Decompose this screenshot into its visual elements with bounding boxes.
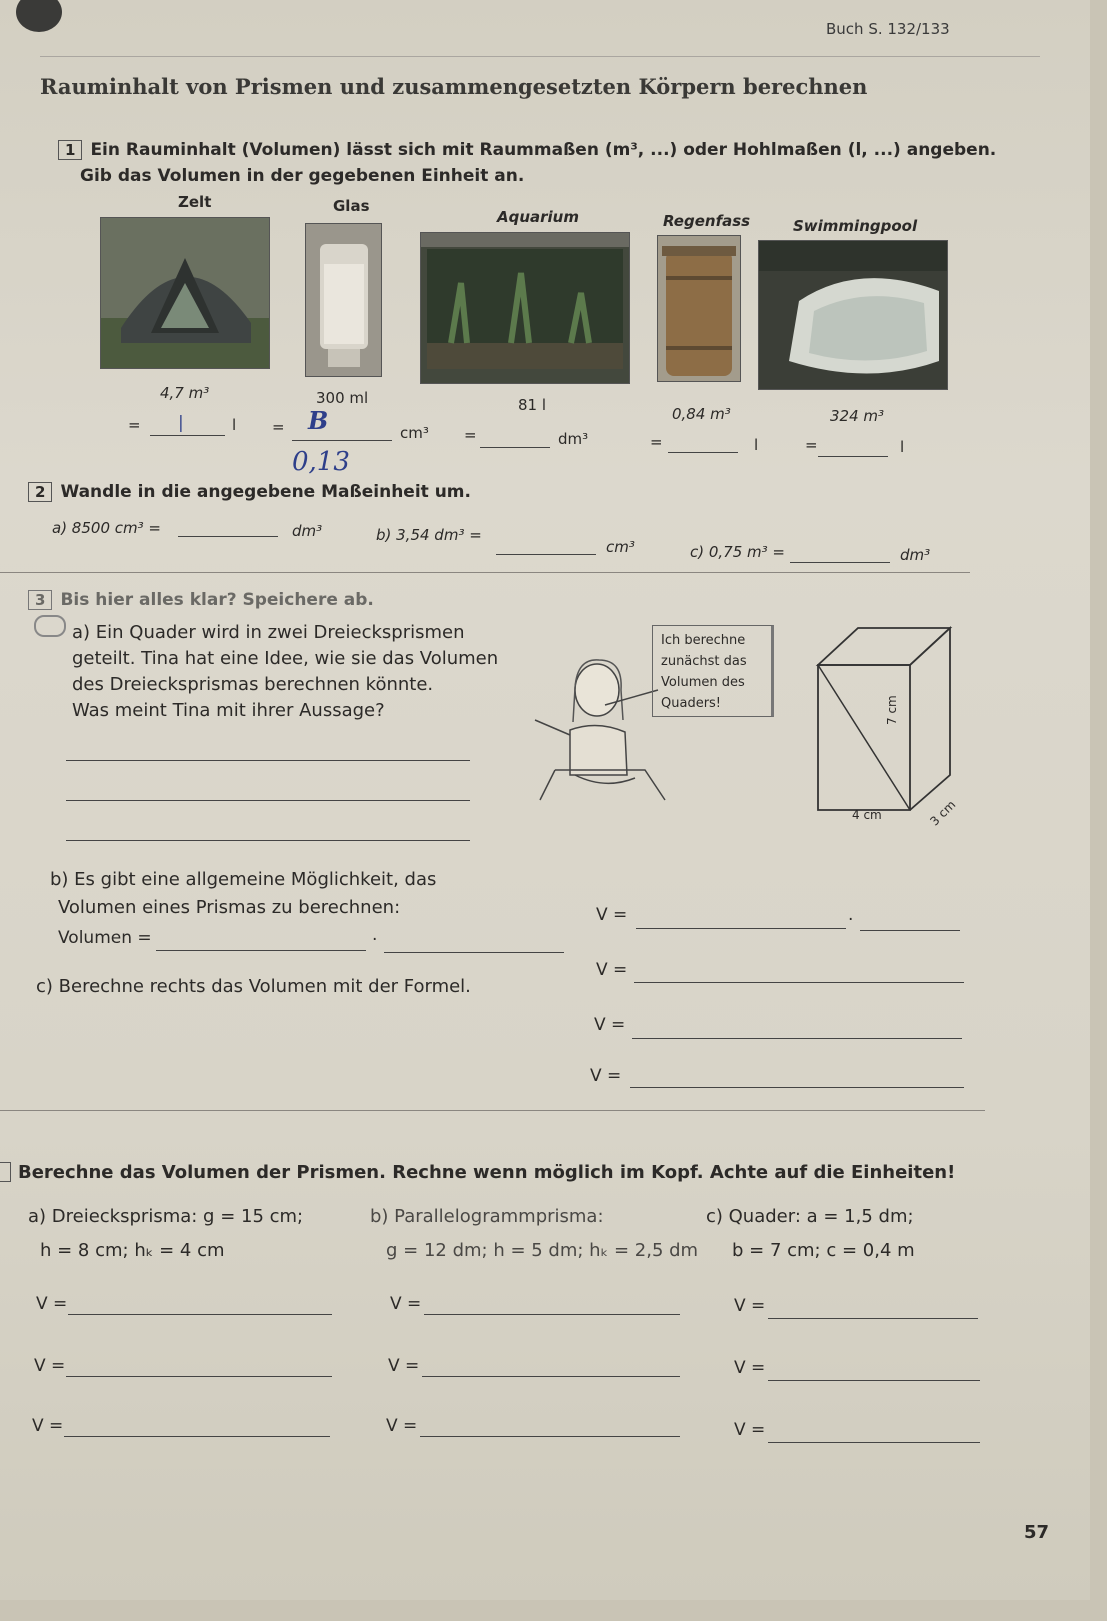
task3a-line3: des Dreiecksprismas berechnen könnte.	[72, 674, 434, 695]
label-zelt: Zelt	[178, 193, 212, 211]
task4c-line1: c) Quader: a = 1,5 dm;	[706, 1206, 914, 1227]
task4c-v3-blank[interactable]	[768, 1442, 980, 1443]
volumen-blank-2[interactable]	[384, 952, 564, 953]
task3a-line2: geteilt. Tina hat eine Idee, wie sie das Volumen	[72, 648, 499, 669]
answer1-unit: l	[232, 416, 237, 434]
task2c-unit: dm³	[900, 546, 931, 564]
page-number: 57	[1024, 1522, 1050, 1543]
task3b-text	[50, 866, 436, 922]
task2a-label: a) 8500 cm³ =	[52, 519, 161, 537]
task2-number: 2	[28, 482, 52, 502]
task3-text: Bis hier alles klar? Speichere ab.	[60, 590, 374, 610]
task4-text: Berechne das Volumen der Prismen. Rechne wenn möglich im Kopf. Achte auf die Einheiten!	[18, 1162, 956, 1183]
formula-v-label: V =	[596, 905, 628, 925]
aquarium-image	[421, 233, 629, 383]
glass-image	[306, 224, 381, 376]
task3a-line1: a) Ein Quader wird in zwei Dreiecksprismen	[72, 622, 465, 643]
task2a-unit: dm³	[292, 522, 323, 540]
task4c-v2-label: V =	[734, 1358, 766, 1378]
task1-number: 1	[58, 140, 82, 160]
task3a-answer-line-1[interactable]	[66, 760, 470, 761]
c-v1-label: V =	[596, 960, 628, 980]
formula-v-blank-2[interactable]	[860, 930, 960, 931]
cuboid-depth-label: 3 cm	[927, 797, 959, 829]
task3-heading	[28, 590, 374, 610]
page-title: Rauminhalt von Prismen und zusammengesetzten Körpern berechnen	[40, 74, 868, 99]
label-glas: Glas	[333, 197, 370, 215]
task2b-blank[interactable]	[496, 554, 596, 555]
answer2-unit: cm³	[400, 424, 429, 442]
task4c-line2: b = 7 cm; c = 0,4 m	[732, 1240, 915, 1261]
answer2-equals: =	[272, 418, 285, 436]
task4a-v3-label: V =	[32, 1416, 64, 1436]
answer5-equals: =	[805, 436, 818, 454]
task2-text: Wandle in die angegebene Maßeinheit um.	[60, 482, 471, 502]
volumen-label: Volumen =	[58, 928, 152, 948]
task4b-v2-blank[interactable]	[422, 1376, 680, 1377]
c-v2-label: V =	[594, 1015, 626, 1035]
answer1-blank[interactable]	[150, 435, 225, 436]
speech-pointer	[600, 680, 660, 710]
answer-extra-handwriting: 0,13	[292, 447, 350, 477]
book-reference: Buch S. 132/133	[826, 20, 950, 38]
task4a-line1: a) Dreiecksprisma: g = 15 cm;	[28, 1206, 304, 1227]
answer3-blank[interactable]	[480, 447, 550, 448]
task3a-answer-line-3[interactable]	[66, 840, 470, 841]
save-icon	[34, 615, 66, 637]
task4c-v1-label: V =	[734, 1296, 766, 1316]
glass-photo	[305, 223, 382, 377]
answer3-unit: dm³	[558, 430, 589, 448]
volumen-blank-1[interactable]	[156, 950, 366, 951]
answer2-blank[interactable]	[292, 440, 392, 441]
value-regenfass: 0,84 m³	[672, 405, 731, 423]
task1-text: Ein Rauminhalt (Volumen) lässt sich mit Raummaßen (m³, ...) oder Hohlmaßen (l, ...) angeben.	[90, 140, 997, 160]
tent-photo	[100, 217, 270, 369]
answer4-equals: =	[650, 433, 663, 451]
task4a-v2-blank[interactable]	[66, 1376, 332, 1377]
aquarium-photo	[420, 232, 630, 384]
answer4-unit: l	[754, 436, 759, 454]
task2c-blank[interactable]	[790, 562, 890, 563]
answer5-unit: l	[900, 438, 905, 456]
rain-barrel-image	[658, 236, 740, 381]
task4b-v1-blank[interactable]	[424, 1314, 680, 1315]
value-pool: 324 m³	[830, 407, 885, 425]
answer3-equals: =	[464, 426, 477, 444]
speech-line1: Ich berechne	[661, 633, 746, 648]
header-rule	[40, 56, 1040, 57]
label-swimmingpool: Swimmingpool	[793, 217, 918, 235]
value-zelt: 4,7 m³	[160, 384, 210, 402]
task2c-label: c) 0,75 m³ =	[690, 543, 785, 561]
hole-punch	[16, 0, 62, 32]
task4a-v3-blank[interactable]	[64, 1436, 330, 1437]
answer4-blank[interactable]	[668, 452, 738, 453]
formula-v-blank-1[interactable]	[636, 928, 846, 929]
task2a-blank[interactable]	[178, 536, 278, 537]
speech-line3: Volumen des	[661, 675, 745, 690]
task2-divider	[0, 572, 970, 573]
speech-line4: Quaders!	[661, 696, 722, 711]
volumen-dot: ·	[372, 930, 378, 950]
task4-number-box	[0, 1162, 11, 1182]
task2-heading	[28, 482, 471, 502]
speech-line2: zunächst das	[661, 654, 747, 669]
task3a-answer-line-2[interactable]	[66, 800, 470, 801]
task1-subtext: Gib das Volumen in der gegebenen Einheit an.	[80, 166, 525, 186]
task4c-v3-label: V =	[734, 1420, 766, 1440]
c-v1-blank[interactable]	[634, 982, 964, 983]
c-v2-blank[interactable]	[632, 1038, 962, 1039]
task4b-line1: b) Parallelogrammprisma:	[370, 1206, 604, 1227]
pool-photo	[758, 240, 948, 390]
task4b-v2-label: V =	[388, 1356, 420, 1376]
answer1-handwriting: |	[178, 413, 184, 433]
task1-heading	[58, 140, 996, 160]
answer1-equals: =	[128, 416, 141, 434]
task4b-v1-label: V =	[390, 1294, 422, 1314]
rain-barrel-photo	[657, 235, 741, 382]
cuboid-height-label: 7 cm	[885, 695, 899, 725]
task3a-line4: Was meint Tina mit ihrer Aussage?	[72, 700, 385, 721]
cuboid-width-label: 4 cm	[852, 808, 882, 822]
task4b-v3-label: V =	[386, 1416, 418, 1436]
c-v3-blank[interactable]	[630, 1087, 964, 1088]
label-regenfass: Regenfass	[663, 212, 751, 230]
task3c-text: c) Berechne rechts das Volumen mit der Formel.	[36, 976, 471, 997]
answer2-handwriting: B	[308, 406, 329, 435]
task4c-v2-blank[interactable]	[768, 1380, 980, 1381]
task4b-v3-blank[interactable]	[420, 1436, 680, 1437]
value-aquarium: 81 l	[518, 396, 547, 414]
speech-bubble	[652, 625, 774, 717]
answer5-blank[interactable]	[818, 456, 888, 457]
task3-number: 3	[28, 590, 52, 610]
task4b-line2: g = 12 dm; h = 5 dm; hₖ = 2,5 dm	[386, 1240, 699, 1261]
task4c-v1-blank[interactable]	[768, 1318, 978, 1319]
task3b-line2: Volumen eines Prismas zu berechnen:	[58, 897, 401, 918]
task4a-v2-label: V =	[34, 1356, 66, 1376]
task2b-label: b) 3,54 dm³ =	[376, 526, 482, 544]
task4a-v1-label: V =	[36, 1294, 68, 1314]
task2b-unit: cm³	[606, 538, 635, 556]
task4a-v1-blank[interactable]	[68, 1314, 332, 1315]
task3-divider	[0, 1110, 985, 1111]
tent-image	[101, 218, 269, 368]
pool-image	[759, 241, 947, 389]
task3b-line1: b) Es gibt eine allgemeine Möglichkeit, das	[50, 869, 437, 890]
c-v3-label: V =	[590, 1066, 622, 1086]
label-aquarium: Aquarium	[497, 208, 579, 226]
task3a-text	[72, 620, 498, 724]
value-glas: 300 ml	[316, 389, 369, 407]
task4a-line2: h = 8 cm; hₖ = 4 cm	[40, 1240, 225, 1261]
formula-v-dot: ·	[848, 910, 854, 930]
